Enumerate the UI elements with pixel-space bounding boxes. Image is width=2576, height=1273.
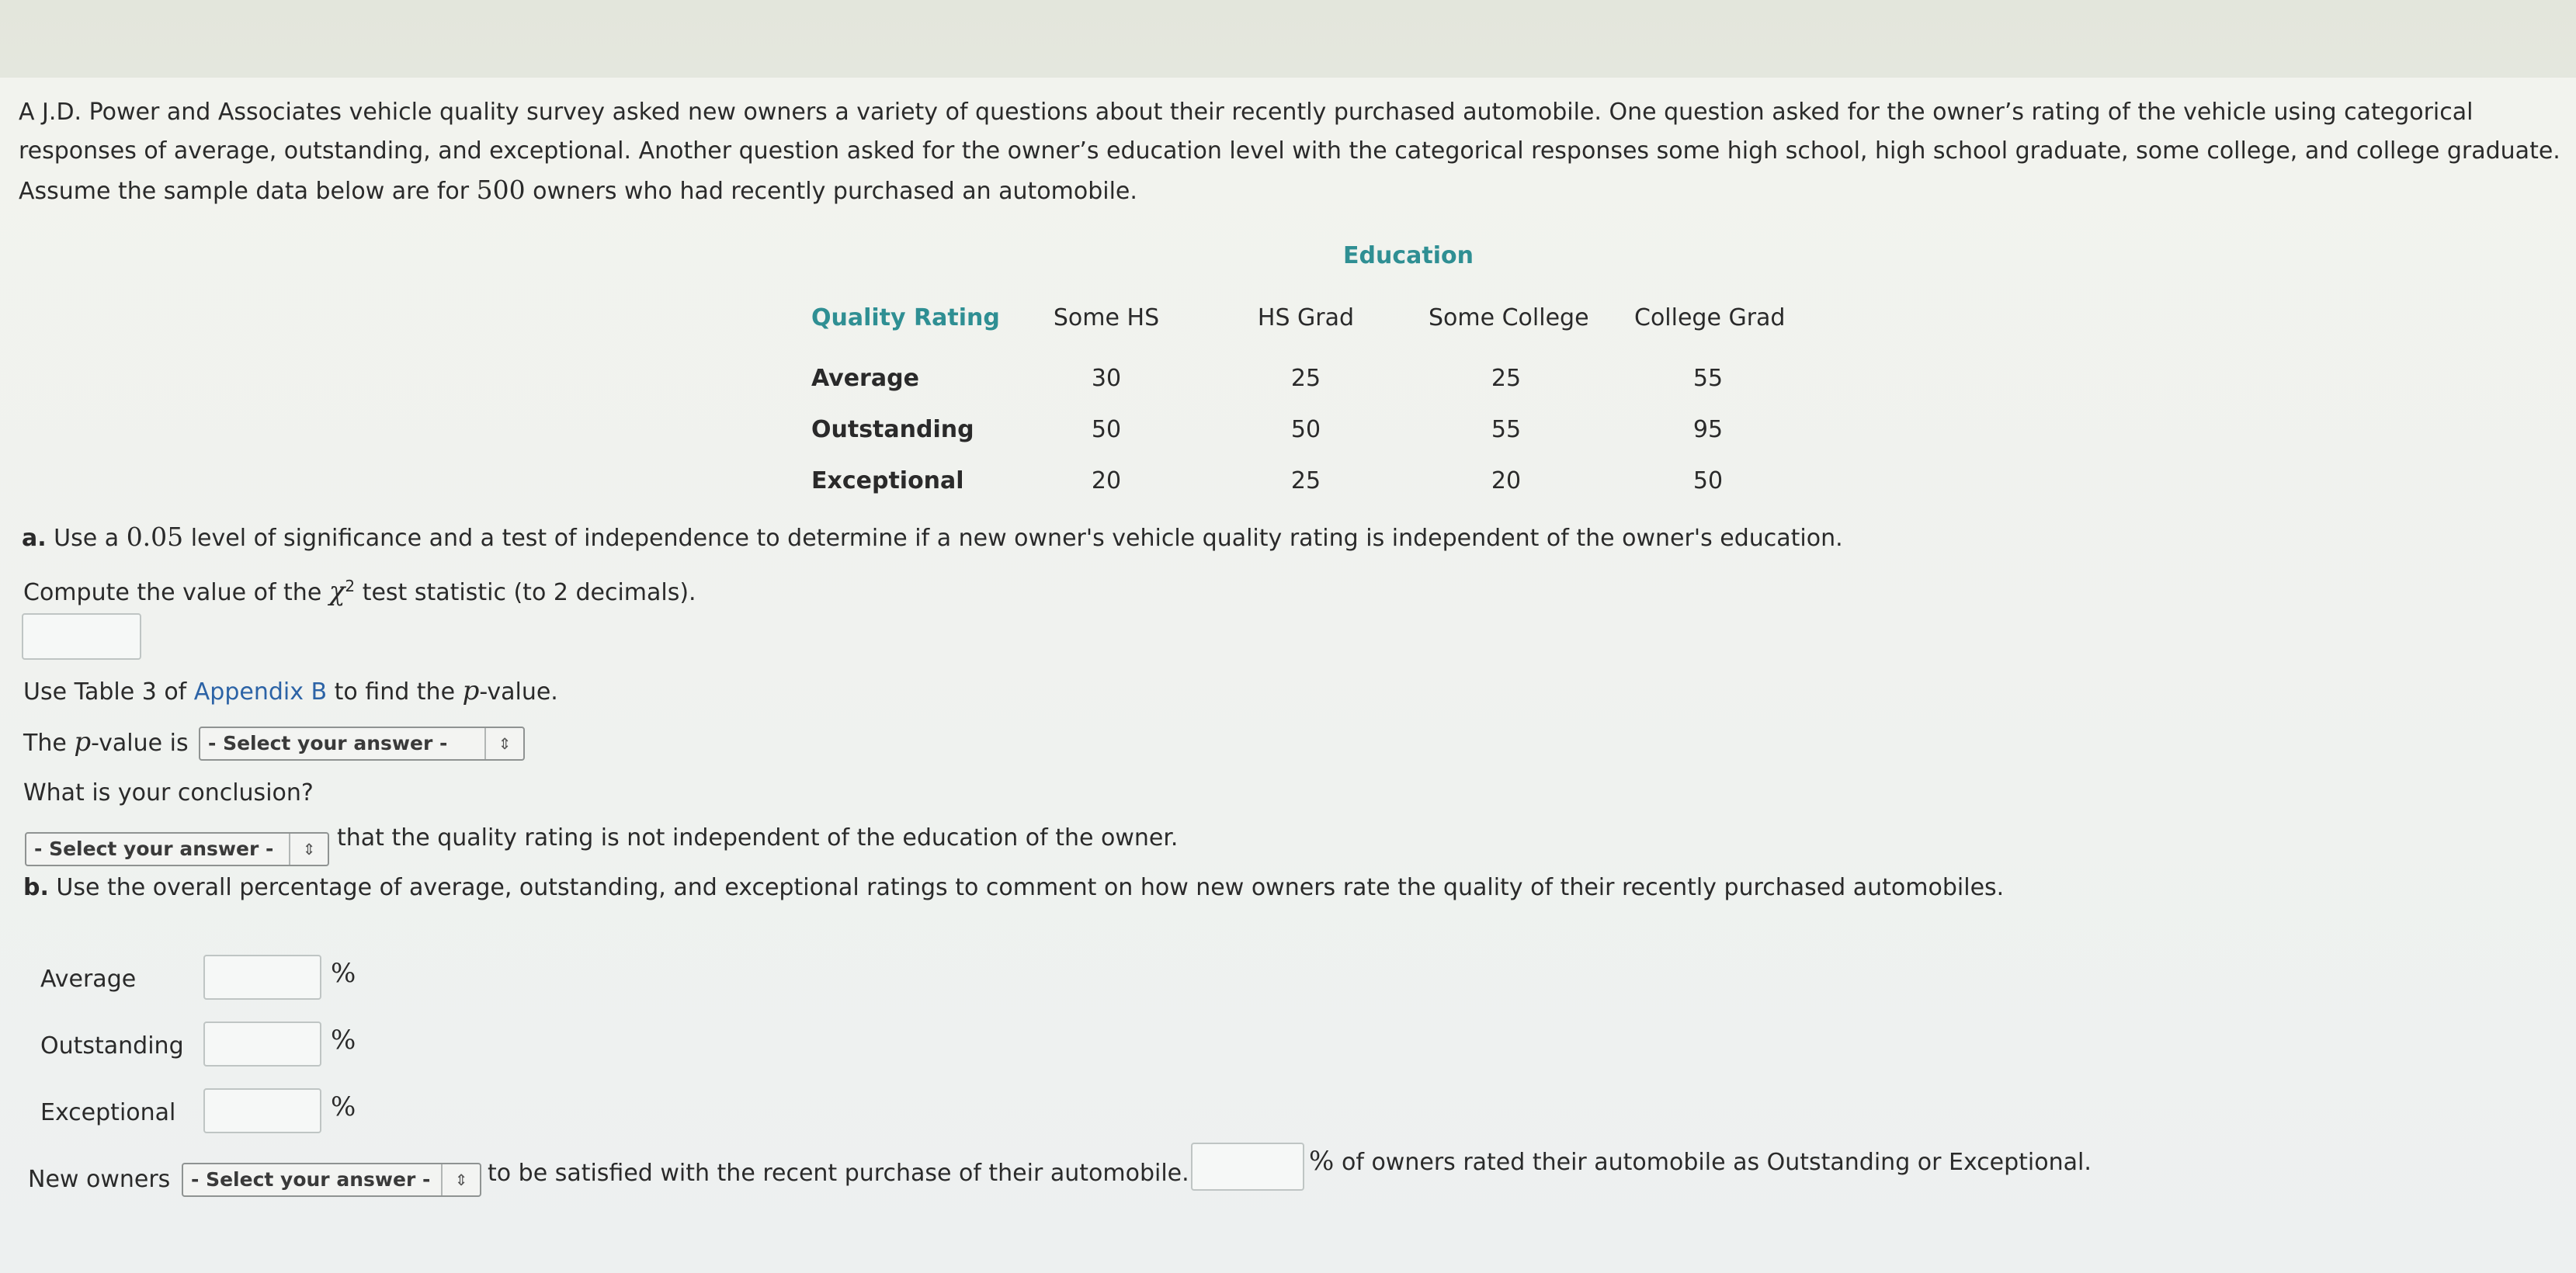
table-cell: 20 [1091, 467, 1122, 494]
part-a-text-2: level of significance and a test of independence to determine if a new owner's vehicle quality rating is independent of the owner's education. [183, 525, 1843, 552]
table-cell: 55 [1491, 416, 1522, 443]
chi-square-input[interactable] [22, 613, 141, 660]
col-header-hs-grad: HS Grad [1257, 304, 1355, 331]
sample-size: 500 [476, 175, 526, 205]
table-cell: 25 [1290, 467, 1321, 494]
col-header-some-hs: Some HS [1053, 304, 1160, 331]
average-label: Average [40, 966, 137, 993]
use-table-text-2: to find the [327, 678, 463, 706]
percent-sign: % [331, 1025, 356, 1056]
percent-sign: % [1309, 1146, 1335, 1177]
part-b-label: b. [23, 874, 49, 901]
intro-text-end: owners who had recently purchased an automobile. [525, 178, 1137, 205]
col-header-some-college: Some College [1429, 304, 1589, 331]
exceptional-label: Exceptional [40, 1099, 176, 1126]
use-table-instruction [23, 675, 558, 706]
part-b-text: Use the overall percentage of average, outstanding, and exceptional ratings to comment on how new owners rate the quality of their recently purchased automobiles. [48, 874, 2005, 901]
chi-symbol: χ [328, 576, 345, 607]
part-a-label: a. [22, 525, 47, 552]
pvalue-label [23, 727, 189, 758]
average-percent-input[interactable] [203, 955, 321, 1000]
pvalue-text: The [23, 730, 75, 757]
table-cell: 25 [1290, 365, 1321, 392]
intro-text: A J.D. Power and Associates vehicle quality survey asked new owners a variety of questions about their recently purchased automobile. One question asked for the owner’s rating of the vehicle using categorical responses of average, outstanding, and exceptional. Another question asked for the owner’s education level with the categorical responses some high school, high school graduate, some college, and college graduate. Assume the sample data below are for [19, 99, 2560, 205]
part-b-prompt [23, 874, 2004, 901]
appendix-b-link[interactable]: Appendix B [193, 678, 328, 706]
row-label-outstanding: Outstanding [811, 416, 974, 443]
part-a-text: Use a [46, 525, 127, 552]
p-symbol: p [74, 727, 92, 758]
owners-rated-text: of owners rated their automobile as Outstanding or Exceptional. [1342, 1149, 2092, 1176]
col-header-college-grad: College Grad [1634, 304, 1786, 331]
table-cell: 30 [1091, 365, 1122, 392]
exceptional-percent-input[interactable] [203, 1088, 321, 1133]
conclusion-text: that the quality rating is not independent of the education of the owner. [337, 824, 1179, 852]
significance-level: 0.05 [126, 522, 184, 552]
compute-text: Compute the value of the [23, 579, 329, 606]
education-header: Education [1343, 242, 1474, 269]
compute-instruction [23, 576, 696, 607]
select-arrows-icon: ⇕ [484, 728, 523, 759]
table-cell: 95 [1692, 416, 1724, 443]
chi-superscript: 2 [345, 577, 356, 595]
problem-intro [19, 93, 2565, 211]
new-owners-label: New owners [28, 1166, 171, 1193]
row-label-exceptional: Exceptional [811, 467, 964, 494]
percent-sign: % [331, 958, 356, 989]
select-arrows-icon: ⇕ [289, 834, 328, 865]
part-a-prompt [22, 522, 1843, 552]
use-table-text: Use Table 3 of [23, 678, 194, 706]
percent-sign: % [331, 1091, 356, 1122]
conclusion-question: What is your conclusion? [23, 779, 314, 806]
conclusion-select[interactable] [25, 832, 329, 866]
p-symbol: p [462, 675, 480, 706]
select-placeholder: - Select your answer - [191, 1168, 431, 1191]
pvalue-text-end: -value is [91, 730, 189, 757]
satisfaction-select[interactable] [182, 1163, 481, 1197]
quality-rating-header: Quality Rating [811, 304, 1000, 331]
use-table-text-end: -value. [479, 678, 558, 706]
select-placeholder: - Select your answer - [208, 732, 448, 754]
satisfied-text: to be satisfied with the recent purchase of their automobile. [488, 1160, 1189, 1187]
table-cell: 20 [1491, 467, 1522, 494]
pvalue-select[interactable] [199, 727, 525, 761]
outstanding-label: Outstanding [40, 1032, 184, 1060]
select-placeholder: - Select your answer - [34, 838, 274, 860]
outstanding-exceptional-percent-input[interactable] [1191, 1143, 1304, 1191]
table-cell: 25 [1491, 365, 1522, 392]
row-label-average: Average [811, 365, 919, 392]
table-cell: 50 [1091, 416, 1122, 443]
table-cell: 50 [1290, 416, 1321, 443]
table-cell: 50 [1692, 467, 1724, 494]
compute-text-end: test statistic (to 2 decimals). [355, 579, 696, 606]
outstanding-percent-input[interactable] [203, 1022, 321, 1067]
table-cell: 55 [1692, 365, 1724, 392]
select-arrows-icon: ⇕ [441, 1164, 480, 1195]
